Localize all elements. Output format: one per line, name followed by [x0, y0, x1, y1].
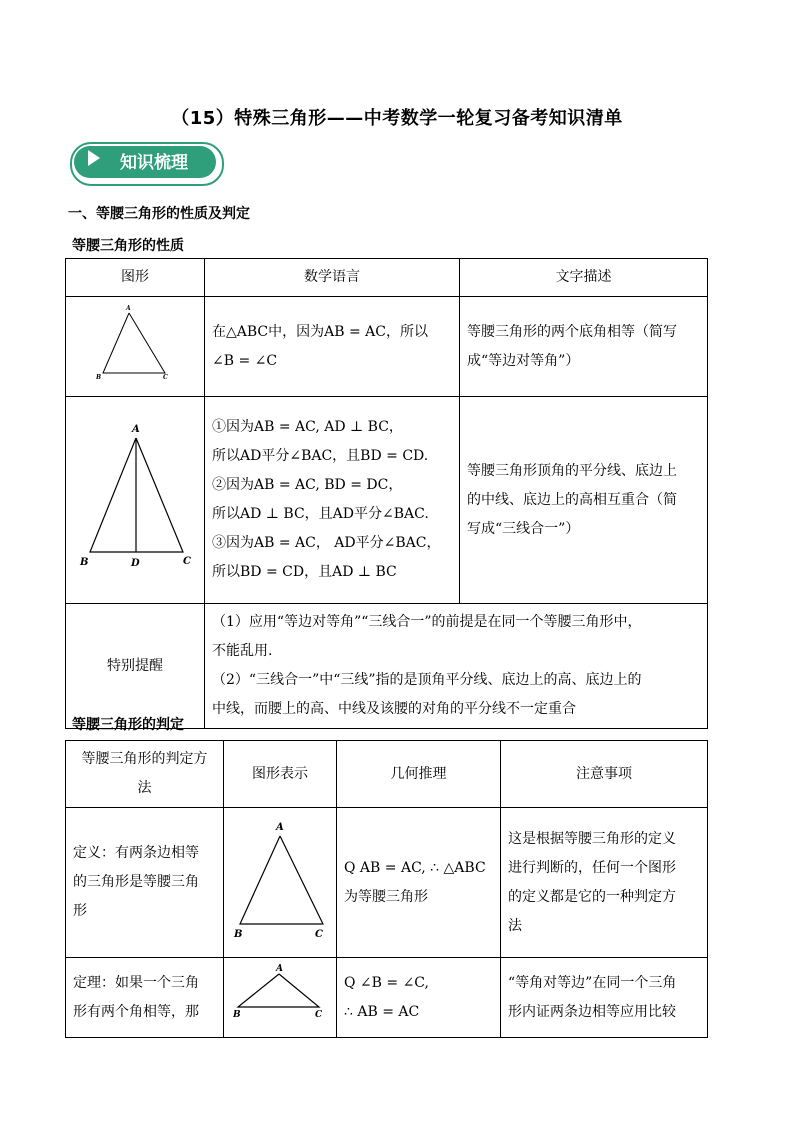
vertex-label-b: B	[96, 374, 102, 381]
header-cell: 数学语言	[205, 259, 460, 297]
description-cell	[460, 397, 708, 604]
math-line: 在△ABC中，因为AB = AC，所以	[212, 323, 428, 340]
description-line: 成“等边对等角”）	[467, 352, 580, 369]
method-cell	[66, 958, 224, 1038]
vertex-label-a: A	[126, 305, 131, 312]
reminder-cell	[205, 604, 708, 729]
section-heading: 一、等腰三角形的性质及判定	[68, 206, 250, 222]
table-row	[66, 297, 708, 397]
vertex-label-a: A	[276, 964, 283, 974]
table-header-row	[66, 741, 708, 808]
math-line: 所以BD = CD，且AD ⊥ BC	[212, 564, 397, 580]
math-line: 所以AD ⊥ BC，且AD平分∠BAC.	[212, 506, 429, 522]
judgement-heading: 等腰三角形的判定	[72, 717, 184, 733]
math-line: ①因为AB = AC, AD ⊥ BC，	[212, 419, 403, 435]
header-cell: 文字描述	[460, 259, 708, 297]
vertex-label-b: B	[234, 929, 243, 940]
play-arrow-icon	[88, 150, 100, 166]
properties-table	[65, 258, 708, 729]
properties-heading: 等腰三角形的性质	[72, 238, 184, 254]
reasoning-line: ∴ AB = AC	[344, 1003, 420, 1020]
header-line: 等腰三角形的判定方	[81, 751, 208, 767]
description-line: 的中线、底边上的高相互重合（简	[467, 491, 677, 508]
method-cell	[66, 808, 224, 958]
figure-cell	[66, 397, 205, 604]
vertex-label-c: C	[163, 374, 168, 381]
table-row	[66, 808, 708, 958]
table-row	[66, 604, 708, 729]
reasoning-line: 为等腰三角形	[344, 888, 428, 905]
reasoning-line: Q AB = AC, ∴ △ABC	[344, 859, 486, 876]
note-line: 进行判断的，任何一个图形	[508, 859, 676, 876]
header-line: 法	[137, 780, 152, 796]
note-line: 这是根据等腰三角形的定义	[508, 830, 676, 847]
note-line: “等角对等边”在同一个三角	[508, 974, 677, 991]
math-line: 所以AD平分∠BAC，且BD = CD.	[212, 448, 429, 464]
math-line: ③因为AB = AC， AD平分∠BAC，	[212, 535, 441, 551]
method-line: 定理：如果一个三角	[73, 974, 199, 991]
math-language-cell	[205, 397, 460, 604]
triangle-abc-figure	[231, 962, 331, 1022]
vertex-label-c: C	[315, 929, 323, 940]
method-line: 定义：有两条边相等	[73, 845, 199, 861]
header-cell: 注意事项	[501, 741, 708, 808]
note-cell	[501, 958, 708, 1038]
figure-cell	[224, 808, 337, 958]
math-line: ∠B = ∠C	[212, 352, 278, 369]
header-cell: 图形表示	[224, 741, 337, 808]
method-line: 形	[73, 903, 87, 919]
reasoning-line: Q ∠B = ∠C,	[344, 974, 429, 991]
vertex-label-d: D	[131, 557, 140, 569]
note-cell	[501, 808, 708, 958]
reminder-line: （2）“三线合一”中“三线”指的是顶角平分线、底边上的高、底边上的	[212, 672, 642, 688]
triangle-abc-figure	[95, 301, 175, 381]
reasoning-cell	[337, 958, 501, 1038]
note-line: 法	[508, 917, 522, 934]
header-cell	[66, 741, 224, 808]
reminder-line: 不能乱用.	[212, 643, 273, 659]
method-line: 的三角形是等腰三角	[73, 874, 199, 890]
triangle-abc-figure	[231, 812, 331, 942]
vertex-label-a: A	[132, 423, 140, 435]
description-line: 等腰三角形顶角的平分线、底边上	[467, 462, 677, 479]
reminder-label: 特别提醒	[66, 604, 205, 729]
header-cell: 几何推理	[337, 741, 501, 808]
figure-cell	[66, 297, 205, 397]
vertex-label-c: C	[183, 555, 191, 567]
reminder-line: 中线，而腰上的高、中线及该腰的对角的平分线不一定重合	[212, 701, 576, 717]
vertex-label-b: B	[233, 1010, 241, 1020]
math-language-cell	[205, 297, 460, 397]
table-header-row	[66, 259, 708, 297]
page-title: （15）特殊三角形——中考数学一轮复习备考知识清单	[171, 108, 623, 129]
vertex-label-c: C	[315, 1010, 323, 1020]
reminder-line: （1）应用“等边对等角”“三线合一”的前提是在同一个等腰三角形中，	[212, 614, 642, 630]
judgement-table	[65, 740, 708, 1038]
description-line: 写成“三线合一”）	[467, 520, 580, 537]
description-cell	[460, 297, 708, 397]
triangle-abd-figure	[75, 420, 195, 570]
figure-cell	[224, 958, 337, 1038]
reasoning-cell	[337, 808, 501, 958]
table-row	[66, 397, 708, 604]
section-badge	[70, 142, 222, 184]
header-cell: 图形	[66, 259, 205, 297]
description-line: 等腰三角形的两个底角相等（简写	[467, 323, 677, 340]
vertex-label-b: B	[80, 556, 89, 568]
note-line: 形内证两条边相等应用比较	[508, 1003, 676, 1020]
badge-label: 知识梳理	[120, 153, 188, 173]
vertex-label-a: A	[276, 822, 284, 833]
note-line: 的定义都是它的一种判定方	[508, 888, 676, 905]
table-row	[66, 958, 708, 1038]
method-line: 形有两个角相等，那	[73, 1003, 199, 1020]
math-line: ②因为AB = AC, BD = DC，	[212, 477, 403, 493]
